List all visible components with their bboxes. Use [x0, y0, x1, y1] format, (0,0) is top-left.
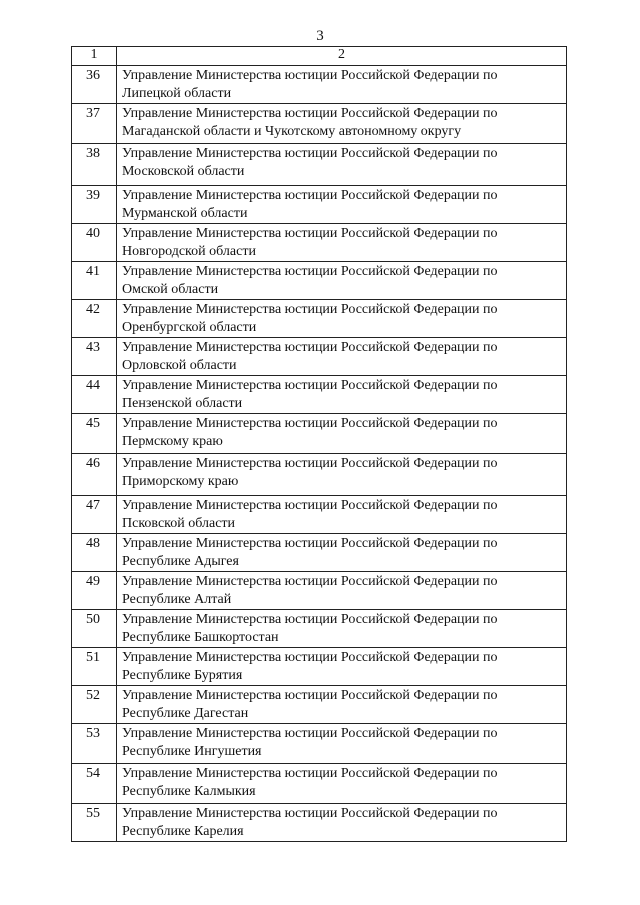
row-name-line1: Управление Министерства юстиции Российской Федерации по [122, 188, 498, 203]
row-name-line2: Мурманской области [122, 206, 248, 221]
row-name-line2: Псковской области [122, 516, 236, 531]
row-number: 38 [72, 144, 117, 186]
table-row [72, 454, 567, 496]
row-number: 50 [72, 610, 117, 648]
table-row [72, 66, 567, 104]
row-name-line1: Управление Министерства юстиции Российской Федерации по [122, 146, 498, 161]
row-name-line2: Республике Калмыкия [122, 784, 256, 799]
row-number: 43 [72, 338, 117, 376]
row-name-line1: Управление Министерства юстиции Российской Федерации по [122, 226, 498, 241]
row-name [117, 262, 567, 300]
row-number: 55 [72, 804, 117, 842]
row-name-line1: Управление Министерства юстиции Российской Федерации по [122, 340, 498, 355]
row-name-line2: Республике Адыгея [122, 554, 239, 569]
table-row [72, 534, 567, 572]
table-row [72, 376, 567, 414]
row-name [117, 686, 567, 724]
row-name-line1: Управление Министерства юстиции Российской Федерации по [122, 378, 498, 393]
row-name [117, 186, 567, 224]
row-number: 49 [72, 572, 117, 610]
row-number: 52 [72, 686, 117, 724]
row-name-line2: Московской области [122, 164, 245, 179]
row-name-line1: Управление Министерства юстиции Российской Федерации по [122, 806, 498, 821]
row-name-line1: Управление Министерства юстиции Российской Федерации по [122, 264, 498, 279]
table-row [72, 300, 567, 338]
table-row [72, 104, 567, 144]
row-name-line1: Управление Министерства юстиции Российской Федерации по [122, 536, 498, 551]
row-number: 41 [72, 262, 117, 300]
table-row [72, 804, 567, 842]
table-row [72, 496, 567, 534]
table-row [72, 572, 567, 610]
table-row [72, 186, 567, 224]
table-row [72, 224, 567, 262]
row-number: 46 [72, 454, 117, 496]
row-name-line2: Республике Бурятия [122, 668, 243, 683]
table-row [72, 764, 567, 804]
row-name-line1: Управление Министерства юстиции Российской Федерации по [122, 106, 498, 121]
row-name [117, 572, 567, 610]
row-name [117, 764, 567, 804]
row-name [117, 724, 567, 764]
row-name-line1: Управление Министерства юстиции Российской Федерации по [122, 726, 498, 741]
row-name-line2: Республике Дагестан [122, 706, 249, 721]
row-name-line1: Управление Министерства юстиции Российской Федерации по [122, 416, 498, 431]
table-row [72, 262, 567, 300]
row-name-line2: Орловской области [122, 358, 237, 373]
row-number: 51 [72, 648, 117, 686]
row-number: 45 [72, 414, 117, 454]
row-number: 54 [72, 764, 117, 804]
row-number: 40 [72, 224, 117, 262]
row-number: 36 [72, 66, 117, 104]
row-name-line2: Омской области [122, 282, 219, 297]
row-name-line2: Республике Ингушетия [122, 744, 262, 759]
row-name-line1: Управление Министерства юстиции Российской Федерации по [122, 612, 498, 627]
table-row [72, 414, 567, 454]
row-name [117, 338, 567, 376]
row-name-line1: Управление Министерства юстиции Российской Федерации по [122, 688, 498, 703]
row-name-line1: Управление Министерства юстиции Российской Федерации по [122, 650, 498, 665]
row-number: 39 [72, 186, 117, 224]
row-number: 42 [72, 300, 117, 338]
row-number: 48 [72, 534, 117, 572]
row-number: 44 [72, 376, 117, 414]
row-name [117, 610, 567, 648]
row-name-line2: Пермскому краю [122, 434, 223, 449]
row-name [117, 804, 567, 842]
row-number: 37 [72, 104, 117, 144]
row-name-line2: Республике Карелия [122, 824, 244, 839]
table-row [72, 144, 567, 186]
page-number: 3 [316, 28, 324, 44]
table-row [72, 338, 567, 376]
row-name-line1: Управление Министерства юстиции Российской Федерации по [122, 498, 498, 513]
row-name [117, 300, 567, 338]
row-name [117, 454, 567, 496]
organizations-table [71, 46, 567, 842]
table-header-row [72, 47, 567, 66]
table-row [72, 648, 567, 686]
table-row [72, 686, 567, 724]
row-name-line1: Управление Министерства юстиции Российской Федерации по [122, 574, 498, 589]
column-header-number: 1 [72, 47, 117, 66]
row-name-line2: Республике Башкортостан [122, 630, 279, 645]
row-name [117, 496, 567, 534]
row-name-line2: Приморскому краю [122, 474, 239, 489]
row-name [117, 144, 567, 186]
table-row [72, 610, 567, 648]
table-row [72, 724, 567, 764]
row-name-line1: Управление Министерства юстиции Российской Федерации по [122, 766, 498, 781]
row-name-line1: Управление Министерства юстиции Российской Федерации по [122, 302, 498, 317]
row-name-line2: Новгородской области [122, 244, 256, 259]
row-name [117, 224, 567, 262]
row-name-line1: Управление Министерства юстиции Российской Федерации по [122, 68, 498, 83]
row-name-line2: Липецкой области [122, 86, 232, 101]
row-number: 47 [72, 496, 117, 534]
row-name [117, 104, 567, 144]
row-name [117, 534, 567, 572]
row-name-line2: Магаданской области и Чукотскому автономному округу [122, 124, 462, 139]
row-name-line2: Республике Алтай [122, 592, 232, 607]
row-number: 53 [72, 724, 117, 764]
row-name [117, 376, 567, 414]
row-name-line2: Оренбургской области [122, 320, 257, 335]
row-name-line2: Пензенской области [122, 396, 243, 411]
row-name [117, 66, 567, 104]
row-name [117, 414, 567, 454]
row-name [117, 648, 567, 686]
column-header-name: 2 [117, 47, 567, 66]
row-name-line1: Управление Министерства юстиции Российской Федерации по [122, 456, 498, 471]
